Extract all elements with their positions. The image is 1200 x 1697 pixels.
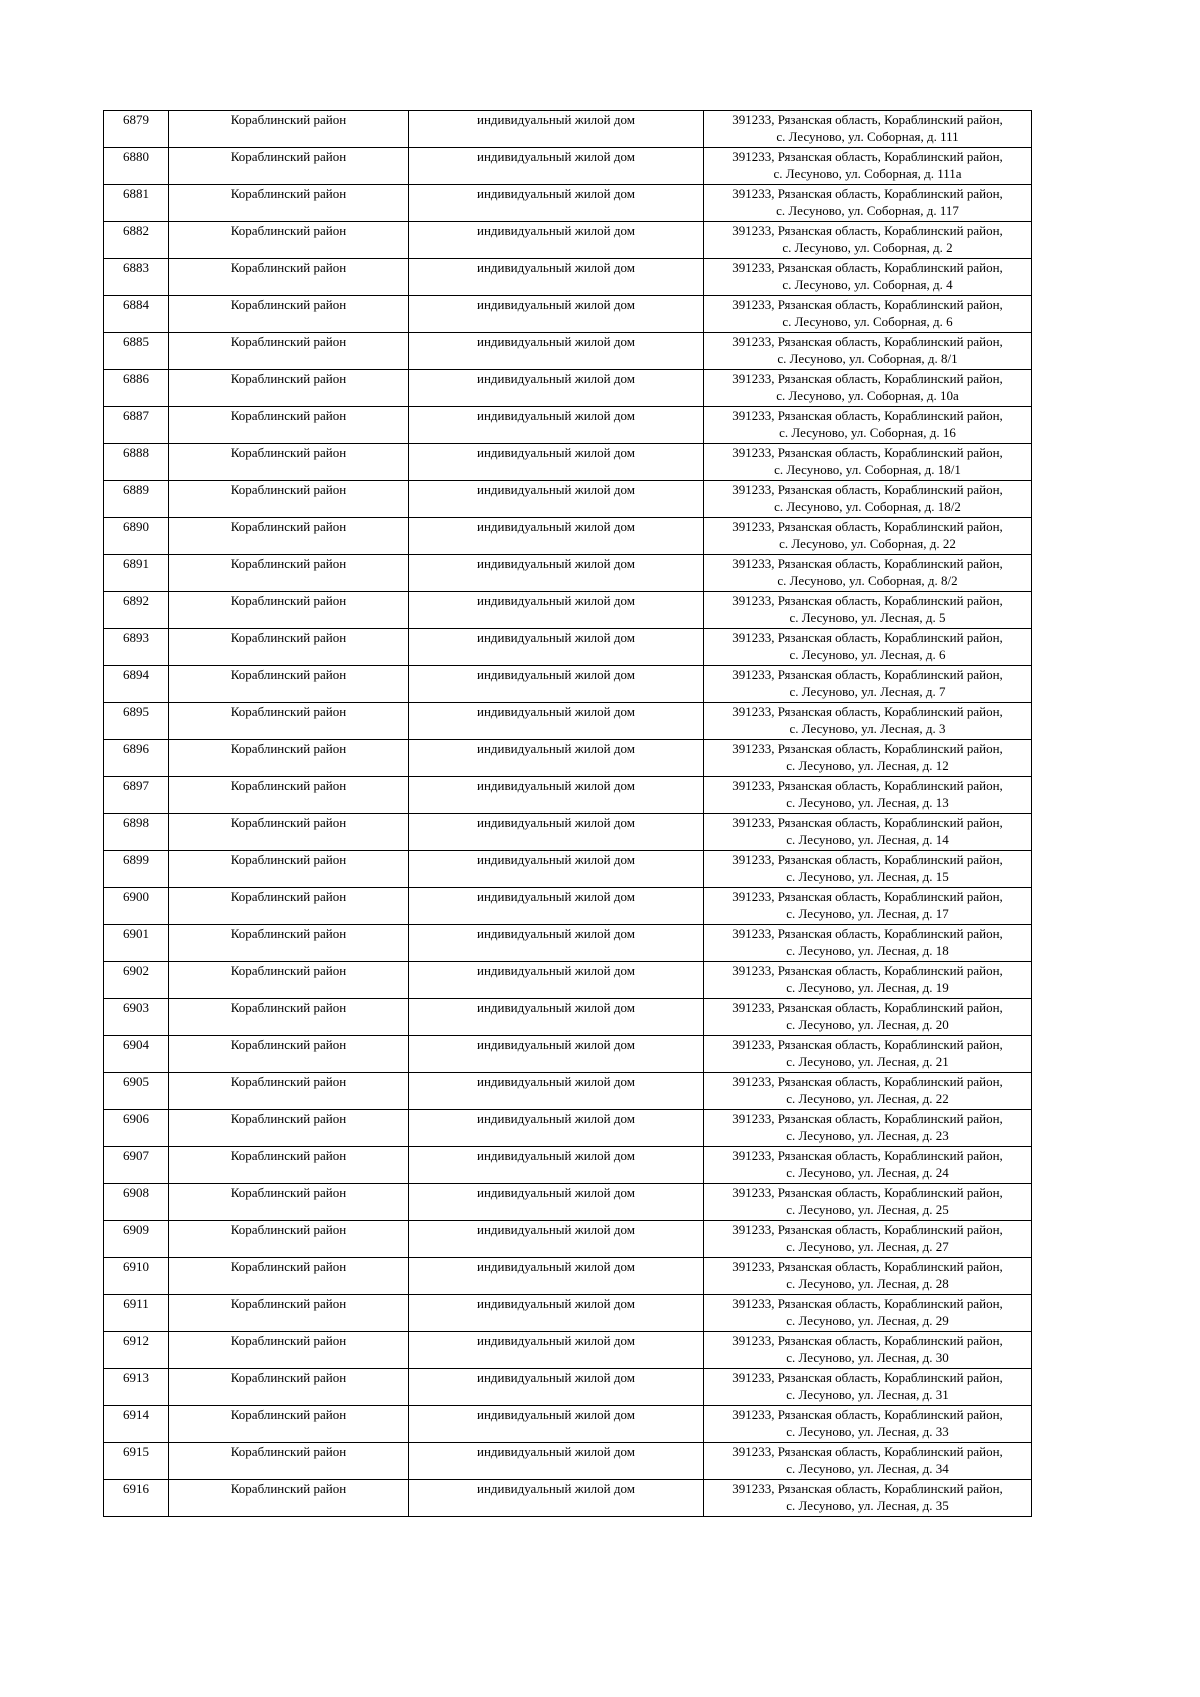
row-number-cell: 6896: [104, 740, 169, 777]
district-cell: Кораблинский район: [169, 1369, 409, 1406]
table-row: [104, 1073, 1032, 1110]
row-number-cell: 6907: [104, 1147, 169, 1184]
address-line-2: с. Лесуново, ул. Лесная, д. 29: [786, 1313, 949, 1328]
row-number-cell: 6883: [104, 259, 169, 296]
address-cell: [704, 814, 1032, 851]
table-row: [104, 999, 1032, 1036]
object-type-cell: индивидуальный жилой дом: [409, 740, 704, 777]
row-number-cell: 6904: [104, 1036, 169, 1073]
object-type-cell: индивидуальный жилой дом: [409, 1480, 704, 1517]
row-number-cell: 6891: [104, 555, 169, 592]
table-row: [104, 592, 1032, 629]
address-cell: [704, 1406, 1032, 1443]
address-line-1: 391233, Рязанская область, Кораблинский район,: [732, 1407, 1003, 1422]
table-row: [104, 1110, 1032, 1147]
address-cell: [704, 1332, 1032, 1369]
table-row: [104, 148, 1032, 185]
district-cell: Кораблинский район: [169, 1073, 409, 1110]
district-cell: Кораблинский район: [169, 666, 409, 703]
table-row: [104, 814, 1032, 851]
address-cell: [704, 518, 1032, 555]
district-cell: Кораблинский район: [169, 259, 409, 296]
row-number-cell: 6886: [104, 370, 169, 407]
table-row: [104, 185, 1032, 222]
row-number-cell: 6908: [104, 1184, 169, 1221]
address-cell: [704, 1073, 1032, 1110]
table-row: [104, 555, 1032, 592]
address-cell: [704, 444, 1032, 481]
address-line-1: 391233, Рязанская область, Кораблинский район,: [732, 1148, 1003, 1163]
district-cell: Кораблинский район: [169, 1147, 409, 1184]
table-row: [104, 1332, 1032, 1369]
address-line-1: 391233, Рязанская область, Кораблинский район,: [732, 482, 1003, 497]
table-row: [104, 333, 1032, 370]
address-line-2: с. Лесуново, ул. Соборная, д. 18/2: [774, 499, 961, 514]
address-line-1: 391233, Рязанская область, Кораблинский район,: [732, 1000, 1003, 1015]
table-row: [104, 1406, 1032, 1443]
address-cell: [704, 407, 1032, 444]
table-row: [104, 629, 1032, 666]
row-number-cell: 6881: [104, 185, 169, 222]
object-type-cell: индивидуальный жилой дом: [409, 962, 704, 999]
address-line-2: с. Лесуново, ул. Лесная, д. 21: [786, 1054, 949, 1069]
address-line-1: 391233, Рязанская область, Кораблинский район,: [732, 852, 1003, 867]
district-cell: Кораблинский район: [169, 333, 409, 370]
address-line-1: 391233, Рязанская область, Кораблинский район,: [732, 1259, 1003, 1274]
address-cell: [704, 851, 1032, 888]
address-line-2: с. Лесуново, ул. Лесная, д. 13: [786, 795, 949, 810]
object-type-cell: индивидуальный жилой дом: [409, 814, 704, 851]
table-row: [104, 1258, 1032, 1295]
row-number-cell: 6892: [104, 592, 169, 629]
district-cell: Кораблинский район: [169, 999, 409, 1036]
address-cell: [704, 1480, 1032, 1517]
address-line-2: с. Лесуново, ул. Лесная, д. 27: [786, 1239, 949, 1254]
address-cell: [704, 1295, 1032, 1332]
address-cell: [704, 1443, 1032, 1480]
table-row: [104, 259, 1032, 296]
object-type-cell: индивидуальный жилой дом: [409, 1295, 704, 1332]
object-type-cell: индивидуальный жилой дом: [409, 333, 704, 370]
address-line-1: 391233, Рязанская область, Кораблинский район,: [732, 1444, 1003, 1459]
district-cell: Кораблинский район: [169, 777, 409, 814]
row-number-cell: 6884: [104, 296, 169, 333]
address-cell: [704, 148, 1032, 185]
address-line-1: 391233, Рязанская область, Кораблинский район,: [732, 778, 1003, 793]
row-number-cell: 6882: [104, 222, 169, 259]
address-line-1: 391233, Рязанская область, Кораблинский район,: [732, 186, 1003, 201]
address-line-2: с. Лесуново, ул. Лесная, д. 28: [786, 1276, 949, 1291]
district-cell: Кораблинский район: [169, 370, 409, 407]
address-line-2: с. Лесуново, ул. Соборная, д. 18/1: [774, 462, 961, 477]
address-line-1: 391233, Рязанская область, Кораблинский район,: [732, 371, 1003, 386]
row-number-cell: 6898: [104, 814, 169, 851]
address-cell: [704, 370, 1032, 407]
address-cell: [704, 1110, 1032, 1147]
address-line-1: 391233, Рязанская область, Кораблинский район,: [732, 408, 1003, 423]
row-number-cell: 6902: [104, 962, 169, 999]
address-cell: [704, 555, 1032, 592]
table-row: [104, 666, 1032, 703]
address-line-2: с. Лесуново, ул. Лесная, д. 20: [786, 1017, 949, 1032]
row-number-cell: 6900: [104, 888, 169, 925]
district-cell: Кораблинский район: [169, 148, 409, 185]
address-cell: [704, 1221, 1032, 1258]
district-cell: Кораблинский район: [169, 592, 409, 629]
object-type-cell: индивидуальный жилой дом: [409, 1073, 704, 1110]
object-type-cell: индивидуальный жилой дом: [409, 777, 704, 814]
address-cell: [704, 1147, 1032, 1184]
object-type-cell: индивидуальный жилой дом: [409, 1036, 704, 1073]
address-line-2: с. Лесуново, ул. Соборная, д. 8/1: [777, 351, 958, 366]
address-cell: [704, 999, 1032, 1036]
object-type-cell: индивидуальный жилой дом: [409, 185, 704, 222]
address-line-2: с. Лесуново, ул. Лесная, д. 30: [786, 1350, 949, 1365]
row-number-cell: 6913: [104, 1369, 169, 1406]
table-row: [104, 1147, 1032, 1184]
object-type-cell: индивидуальный жилой дом: [409, 851, 704, 888]
address-line-1: 391233, Рязанская область, Кораблинский район,: [732, 223, 1003, 238]
table-row: [104, 370, 1032, 407]
row-number-cell: 6916: [104, 1480, 169, 1517]
table-row: [104, 296, 1032, 333]
object-type-cell: индивидуальный жилой дом: [409, 481, 704, 518]
address-line-1: 391233, Рязанская область, Кораблинский район,: [732, 1481, 1003, 1496]
address-line-2: с. Лесуново, ул. Лесная, д. 23: [786, 1128, 949, 1143]
table-row: [104, 888, 1032, 925]
address-cell: [704, 777, 1032, 814]
object-type-cell: индивидуальный жилой дом: [409, 925, 704, 962]
address-line-2: с. Лесуново, ул. Лесная, д. 14: [786, 832, 949, 847]
address-line-1: 391233, Рязанская область, Кораблинский район,: [732, 445, 1003, 460]
address-line-2: с. Лесуново, ул. Соборная, д. 6: [782, 314, 953, 329]
address-line-1: 391233, Рязанская область, Кораблинский район,: [732, 630, 1003, 645]
address-line-2: с. Лесуново, ул. Соборная, д. 117: [776, 203, 959, 218]
row-number-cell: 6890: [104, 518, 169, 555]
address-line-2: с. Лесуново, ул. Лесная, д. 18: [786, 943, 949, 958]
address-cell: [704, 1258, 1032, 1295]
row-number-cell: 6912: [104, 1332, 169, 1369]
district-cell: Кораблинский район: [169, 1258, 409, 1295]
address-cell: [704, 1036, 1032, 1073]
address-line-1: 391233, Рязанская область, Кораблинский район,: [732, 149, 1003, 164]
address-line-2: с. Лесуново, ул. Лесная, д. 3: [789, 721, 946, 736]
address-cell: [704, 925, 1032, 962]
district-cell: Кораблинский район: [169, 222, 409, 259]
address-line-1: 391233, Рязанская область, Кораблинский район,: [732, 1074, 1003, 1089]
address-line-2: с. Лесуново, ул. Лесная, д. 35: [786, 1498, 949, 1513]
row-number-cell: 6889: [104, 481, 169, 518]
address-line-1: 391233, Рязанская область, Кораблинский район,: [732, 741, 1003, 756]
address-cell: [704, 666, 1032, 703]
object-type-cell: индивидуальный жилой дом: [409, 222, 704, 259]
row-number-cell: 6897: [104, 777, 169, 814]
district-cell: Кораблинский район: [169, 518, 409, 555]
table-row: [104, 1369, 1032, 1406]
address-line-1: 391233, Рязанская область, Кораблинский район,: [732, 1111, 1003, 1126]
district-cell: Кораблинский район: [169, 888, 409, 925]
district-cell: Кораблинский район: [169, 962, 409, 999]
address-line-2: с. Лесуново, ул. Лесная, д. 12: [786, 758, 949, 773]
row-number-cell: 6880: [104, 148, 169, 185]
address-cell: [704, 481, 1032, 518]
table-row: [104, 518, 1032, 555]
address-line-2: с. Лесуново, ул. Соборная, д. 22: [779, 536, 956, 551]
district-cell: Кораблинский район: [169, 1184, 409, 1221]
registry-table-body: [104, 111, 1032, 1517]
address-line-2: с. Лесуново, ул. Лесная, д. 19: [786, 980, 949, 995]
row-number-cell: 6905: [104, 1073, 169, 1110]
district-cell: Кораблинский район: [169, 481, 409, 518]
district-cell: Кораблинский район: [169, 111, 409, 148]
registry-table: [103, 110, 1032, 1517]
address-cell: [704, 703, 1032, 740]
district-cell: Кораблинский район: [169, 1295, 409, 1332]
row-number-cell: 6914: [104, 1406, 169, 1443]
row-number-cell: 6911: [104, 1295, 169, 1332]
object-type-cell: индивидуальный жилой дом: [409, 370, 704, 407]
object-type-cell: индивидуальный жилой дом: [409, 1147, 704, 1184]
object-type-cell: индивидуальный жилой дом: [409, 1221, 704, 1258]
address-line-1: 391233, Рязанская область, Кораблинский район,: [732, 1333, 1003, 1348]
row-number-cell: 6903: [104, 999, 169, 1036]
district-cell: Кораблинский район: [169, 1036, 409, 1073]
row-number-cell: 6895: [104, 703, 169, 740]
row-number-cell: 6899: [104, 851, 169, 888]
address-cell: [704, 888, 1032, 925]
address-line-1: 391233, Рязанская область, Кораблинский район,: [732, 556, 1003, 571]
address-line-1: 391233, Рязанская область, Кораблинский район,: [732, 926, 1003, 941]
object-type-cell: индивидуальный жилой дом: [409, 629, 704, 666]
district-cell: Кораблинский район: [169, 296, 409, 333]
table-row: [104, 111, 1032, 148]
object-type-cell: индивидуальный жилой дом: [409, 1184, 704, 1221]
table-row: [104, 777, 1032, 814]
address-line-2: с. Лесуново, ул. Соборная, д. 111а: [773, 166, 962, 181]
address-cell: [704, 296, 1032, 333]
object-type-cell: индивидуальный жилой дом: [409, 555, 704, 592]
object-type-cell: индивидуальный жилой дом: [409, 296, 704, 333]
address-line-2: с. Лесуново, ул. Лесная, д. 34: [786, 1461, 949, 1476]
address-line-2: с. Лесуново, ул. Лесная, д. 15: [786, 869, 949, 884]
table-row: [104, 1184, 1032, 1221]
district-cell: Кораблинский район: [169, 925, 409, 962]
address-line-1: 391233, Рязанская область, Кораблинский район,: [732, 1185, 1003, 1200]
row-number-cell: 6894: [104, 666, 169, 703]
address-line-2: с. Лесуново, ул. Лесная, д. 24: [786, 1165, 949, 1180]
address-line-1: 391233, Рязанская область, Кораблинский район,: [732, 519, 1003, 534]
row-number-cell: 6888: [104, 444, 169, 481]
address-line-1: 391233, Рязанская область, Кораблинский район,: [732, 334, 1003, 349]
object-type-cell: индивидуальный жилой дом: [409, 592, 704, 629]
district-cell: Кораблинский район: [169, 1443, 409, 1480]
object-type-cell: индивидуальный жилой дом: [409, 1443, 704, 1480]
table-row: [104, 1295, 1032, 1332]
table-row: [104, 1443, 1032, 1480]
table-row: [104, 481, 1032, 518]
address-cell: [704, 333, 1032, 370]
address-line-1: 391233, Рязанская область, Кораблинский район,: [732, 260, 1003, 275]
address-cell: [704, 185, 1032, 222]
district-cell: Кораблинский район: [169, 185, 409, 222]
address-cell: [704, 629, 1032, 666]
row-number-cell: 6887: [104, 407, 169, 444]
address-line-1: 391233, Рязанская область, Кораблинский район,: [732, 1296, 1003, 1311]
district-cell: Кораблинский район: [169, 1110, 409, 1147]
district-cell: Кораблинский район: [169, 1480, 409, 1517]
address-line-1: 391233, Рязанская область, Кораблинский район,: [732, 1222, 1003, 1237]
row-number-cell: 6893: [104, 629, 169, 666]
table-row: [104, 1036, 1032, 1073]
row-number-cell: 6910: [104, 1258, 169, 1295]
address-cell: [704, 111, 1032, 148]
table-row: [104, 1480, 1032, 1517]
district-cell: Кораблинский район: [169, 555, 409, 592]
address-line-1: 391233, Рязанская область, Кораблинский район,: [732, 704, 1003, 719]
address-cell: [704, 1369, 1032, 1406]
object-type-cell: индивидуальный жилой дом: [409, 1258, 704, 1295]
district-cell: Кораблинский район: [169, 1406, 409, 1443]
object-type-cell: индивидуальный жилой дом: [409, 888, 704, 925]
address-line-2: с. Лесуново, ул. Соборная, д. 111: [776, 129, 959, 144]
address-cell: [704, 259, 1032, 296]
address-line-2: с. Лесуново, ул. Лесная, д. 22: [786, 1091, 949, 1106]
district-cell: Кораблинский район: [169, 407, 409, 444]
district-cell: Кораблинский район: [169, 629, 409, 666]
table-row: [104, 407, 1032, 444]
table-row: [104, 222, 1032, 259]
address-cell: [704, 222, 1032, 259]
object-type-cell: индивидуальный жилой дом: [409, 999, 704, 1036]
object-type-cell: индивидуальный жилой дом: [409, 1332, 704, 1369]
address-line-2: с. Лесуново, ул. Лесная, д. 7: [789, 684, 946, 699]
object-type-cell: индивидуальный жилой дом: [409, 259, 704, 296]
table-row: [104, 703, 1032, 740]
object-type-cell: индивидуальный жилой дом: [409, 1110, 704, 1147]
address-line-2: с. Лесуново, ул. Соборная, д. 16: [779, 425, 956, 440]
address-line-1: 391233, Рязанская область, Кораблинский район,: [732, 1037, 1003, 1052]
address-cell: [704, 740, 1032, 777]
table-row: [104, 962, 1032, 999]
object-type-cell: индивидуальный жилой дом: [409, 148, 704, 185]
row-number-cell: 6901: [104, 925, 169, 962]
address-cell: [704, 1184, 1032, 1221]
address-cell: [704, 592, 1032, 629]
address-line-2: с. Лесуново, ул. Лесная, д. 31: [786, 1387, 949, 1402]
address-line-2: с. Лесуново, ул. Лесная, д. 17: [786, 906, 949, 921]
address-line-1: 391233, Рязанская область, Кораблинский район,: [732, 889, 1003, 904]
address-line-1: 391233, Рязанская область, Кораблинский район,: [732, 593, 1003, 608]
address-line-1: 391233, Рязанская область, Кораблинский район,: [732, 112, 1003, 127]
row-number-cell: 6906: [104, 1110, 169, 1147]
address-line-1: 391233, Рязанская область, Кораблинский район,: [732, 815, 1003, 830]
district-cell: Кораблинский район: [169, 444, 409, 481]
address-line-1: 391233, Рязанская область, Кораблинский район,: [732, 297, 1003, 312]
object-type-cell: индивидуальный жилой дом: [409, 407, 704, 444]
object-type-cell: индивидуальный жилой дом: [409, 1406, 704, 1443]
address-line-1: 391233, Рязанская область, Кораблинский район,: [732, 1370, 1003, 1385]
address-line-2: с. Лесуново, ул. Соборная, д. 8/2: [777, 573, 958, 588]
address-line-2: с. Лесуново, ул. Лесная, д. 6: [789, 647, 946, 662]
table-row: [104, 1221, 1032, 1258]
address-line-1: 391233, Рязанская область, Кораблинский район,: [732, 963, 1003, 978]
district-cell: Кораблинский район: [169, 814, 409, 851]
row-number-cell: 6909: [104, 1221, 169, 1258]
table-row: [104, 851, 1032, 888]
table-row: [104, 925, 1032, 962]
address-line-2: с. Лесуново, ул. Лесная, д. 5: [789, 610, 946, 625]
address-line-2: с. Лесуново, ул. Лесная, д. 25: [786, 1202, 949, 1217]
row-number-cell: 6879: [104, 111, 169, 148]
address-line-2: с. Лесуново, ул. Соборная, д. 10а: [776, 388, 959, 403]
district-cell: Кораблинский район: [169, 1332, 409, 1369]
district-cell: Кораблинский район: [169, 740, 409, 777]
row-number-cell: 6885: [104, 333, 169, 370]
address-line-2: с. Лесуново, ул. Лесная, д. 33: [786, 1424, 949, 1439]
address-line-1: 391233, Рязанская область, Кораблинский район,: [732, 667, 1003, 682]
district-cell: Кораблинский район: [169, 851, 409, 888]
object-type-cell: индивидуальный жилой дом: [409, 518, 704, 555]
address-line-2: с. Лесуново, ул. Соборная, д. 4: [782, 277, 953, 292]
table-row: [104, 444, 1032, 481]
object-type-cell: индивидуальный жилой дом: [409, 1369, 704, 1406]
object-type-cell: индивидуальный жилой дом: [409, 111, 704, 148]
object-type-cell: индивидуальный жилой дом: [409, 444, 704, 481]
object-type-cell: индивидуальный жилой дом: [409, 703, 704, 740]
table-row: [104, 740, 1032, 777]
district-cell: Кораблинский район: [169, 703, 409, 740]
address-cell: [704, 962, 1032, 999]
address-line-2: с. Лесуново, ул. Соборная, д. 2: [782, 240, 953, 255]
district-cell: Кораблинский район: [169, 1221, 409, 1258]
row-number-cell: 6915: [104, 1443, 169, 1480]
object-type-cell: индивидуальный жилой дом: [409, 666, 704, 703]
